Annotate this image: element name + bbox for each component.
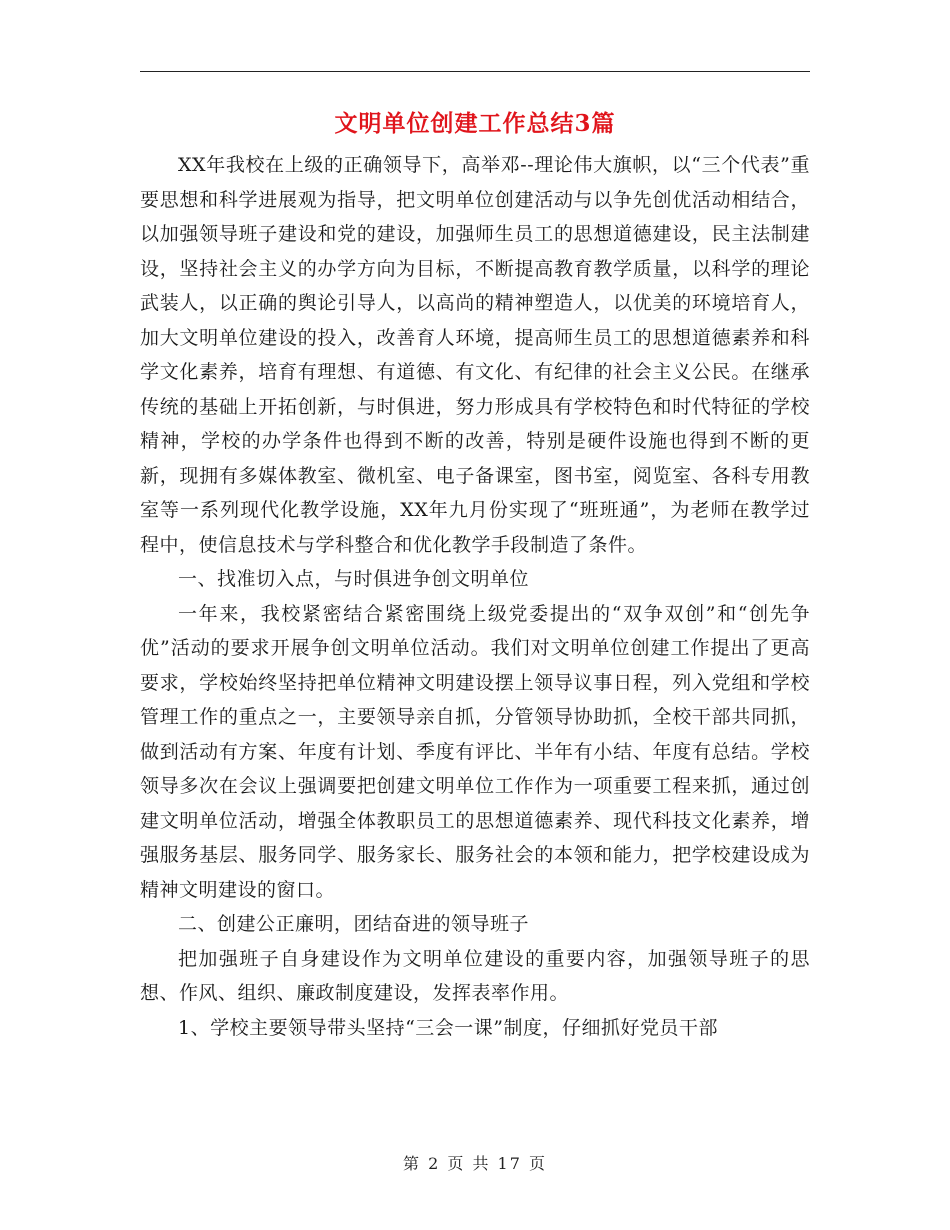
header-rule	[140, 71, 810, 72]
section-heading: 一、找准切入点，与时俱进争创文明单位	[178, 568, 530, 590]
page-footer: 第 2 页 共 17 页	[403, 1154, 547, 1173]
body-paragraph: 把加强班子自身建设作为文明单位建设的重要内容，加强领导班子的思想、作风、组织、廉政制度建设，发挥表率作用。	[140, 947, 810, 1004]
document-body	[140, 148, 810, 1045]
document-title: 文明单位创建工作总结3篇	[334, 110, 616, 137]
body-paragraph: XX年我校在上级的正确领导下，高举邓--理论伟大旗帜，以“三个代表”重要思想和科学进展观为指导，把文明单位创建活动与以争先创优活动相结合，以加强领导班子建设和党的建设，加强师生员工的思想道德建设，民主法制建设，坚持社会主义的办学方向为目标，不断提高教育教学质量，以科学的理论武装人，以正确的舆论引导人，以高尚的精神塑造人，以优美的环境培育人，加大文明单位建设的投入，改善育人环境，提高师生员工的思想道德素养和科学文化素养，培育有理想、有道德、有文化、有纪律的社会主义公民。在继承传统的基础上开拓创新，与时俱进，努力形成具有学校特色和时代特征的学校精神，学校的办学条件也得到不断的改善，特别是硬件设施也得到不断的更新，现拥有多媒体教室、微机室、电子备课室，图书室，阅览室、各科专用教室等一系列现代化教学设施，XX年九月份实现了“班班通”，为老师在教学过程中，使信息技术与学科整合和优化教学手段制造了条件。	[140, 154, 810, 556]
section-heading: 二、创建公正廉明，团结奋进的领导班子	[178, 913, 530, 935]
body-paragraph: 1、学校主要领导带头坚持“三会一课”制度，仔细抓好党员干部	[178, 1016, 719, 1039]
body-paragraph: 一年来，我校紧密结合紧密围绕上级党委提出的“双争双创”和“创先争优”活动的要求开展争创文明单位活动。我们对文明单位创建工作提出了更高要求，学校始终坚持把单位精神文明建设摆上领导议事日程，列入党组和学校管理工作的重点之一，主要领导亲自抓，分管领导协助抓，全校干部共同抓，做到活动有方案、年度有计划、季度有评比、半年有小结、年度有总结。学校领导多次在会议上强调要把创建文明单位工作作为一项重要工程来抓，通过创建文明单位活动，增强全体教职员工的思想道德素养、现代科技文化素养，增强服务基层、服务同学、服务家长、服务社会的本领和能力，把学校建设成为精神文明建设的窗口。	[140, 602, 810, 901]
